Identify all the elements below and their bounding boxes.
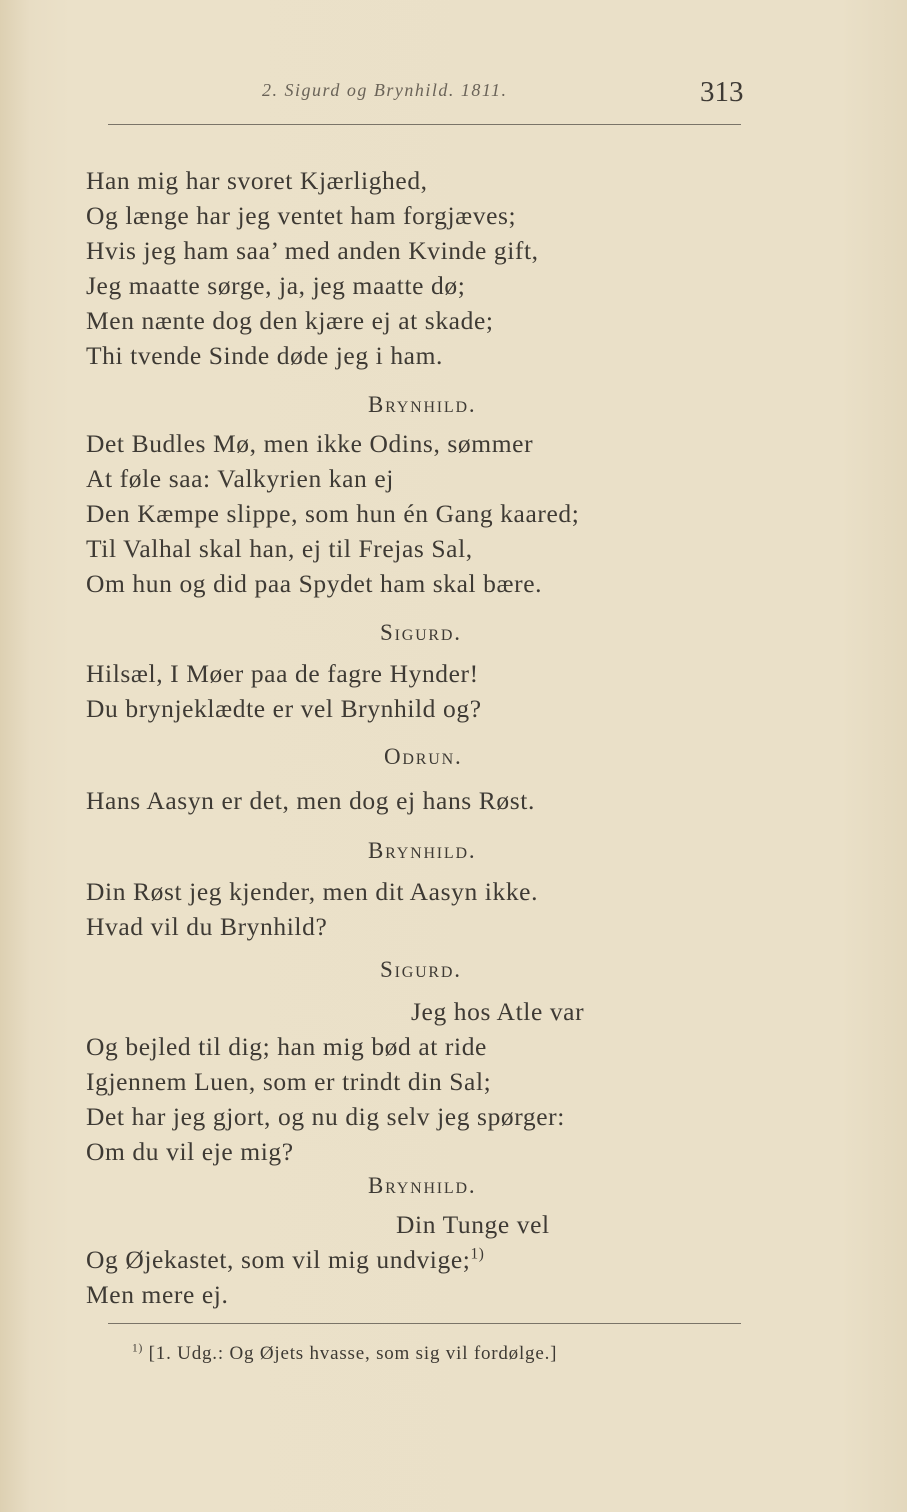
verse-line: At føle saa: Valkyrien kan ej xyxy=(86,464,394,493)
running-head: 2. Sigurd og Brynhild. 1811. xyxy=(262,80,508,100)
verse-line: Hvis jeg ham saa’ med anden Kvinde gift, xyxy=(86,236,539,265)
verse-line: Din Røst jeg kjender, men dit Aasyn ikke. xyxy=(86,877,539,906)
verse-line: Men nænte dog den kjære ej at skade; xyxy=(86,306,494,335)
verse-line: Og bejled til dig; han mig bød at ride xyxy=(86,1032,487,1061)
verse-line: Og længe har jeg ventet ham forgjæves; xyxy=(86,201,517,230)
verse-line: Din Tunge vel xyxy=(396,1210,550,1239)
verse-line: Hilsæl, I Møer paa de fagre Hynder! xyxy=(86,659,479,688)
speaker-name: Brynhild. xyxy=(368,1173,477,1198)
verse-line: Igjennem Luen, som er trindt din Sal; xyxy=(86,1067,492,1096)
footnote-marker: 1) xyxy=(132,1342,144,1355)
verse-line: Men mere ej. xyxy=(86,1280,229,1309)
verse-line: Den Kæmpe slippe, som hun én Gang kaared; xyxy=(86,499,580,528)
footnote-rule xyxy=(108,1323,741,1324)
verse-line: Han mig har svoret Kjærlighed, xyxy=(86,166,428,195)
verse-line: Du brynjeklædte er vel Brynhild og? xyxy=(86,694,482,723)
footnote-reference[interactable]: 1) xyxy=(470,1245,485,1263)
footnote xyxy=(132,1343,557,1365)
speaker-name: Sigurd. xyxy=(380,957,462,982)
verse-line: Om hun og did paa Spydet ham skal bære. xyxy=(86,569,543,598)
verse-line: Hans Aasyn er det, men dog ej hans Røst. xyxy=(86,786,535,815)
verse-line: Det har jeg gjort, og nu dig selv jeg spørger: xyxy=(86,1102,565,1131)
verse-line: Jeg maatte sørge, ja, jeg maatte dø; xyxy=(86,271,466,300)
verse-line: Det Budles Mø, men ikke Odins, sømmer xyxy=(86,429,534,458)
verse-line: Til Valhal skal han, ej til Frejas Sal, xyxy=(86,534,473,563)
page-number: 313 xyxy=(700,76,744,108)
verse-line: Jeg hos Atle var xyxy=(411,997,585,1026)
footnote-text: [1. Udg.: Og Øjets hvasse, som sig vil fordølge.] xyxy=(148,1343,558,1364)
speaker-name: Odrun. xyxy=(384,744,463,769)
speaker-name: Brynhild. xyxy=(368,392,477,417)
speaker-name: Brynhild. xyxy=(368,838,477,863)
header-rule xyxy=(108,124,741,125)
verse-line: Thi tvende Sinde døde jeg i ham. xyxy=(86,341,443,370)
verse-line xyxy=(86,1245,484,1275)
verse-text: Og Øjekastet, som vil mig undvige; xyxy=(86,1245,471,1274)
verse-line: Om du vil eje mig? xyxy=(86,1137,294,1166)
speaker-name: Sigurd. xyxy=(380,620,462,645)
verse-line: Hvad vil du Brynhild? xyxy=(86,912,328,941)
